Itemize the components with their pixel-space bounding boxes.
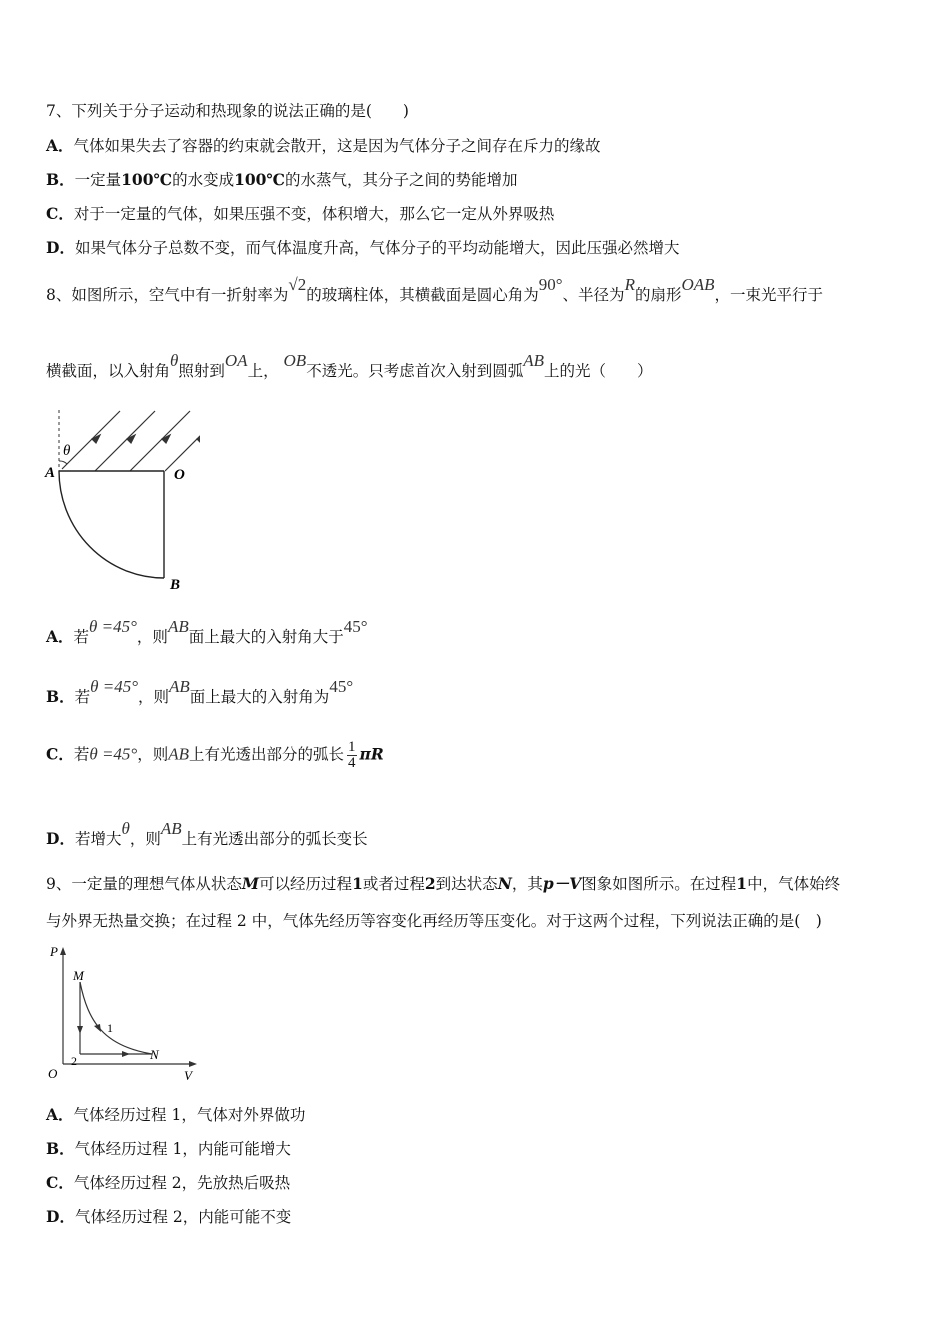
stem-text: ，一束光平行于 bbox=[714, 286, 824, 304]
option-label: A． bbox=[46, 1105, 74, 1124]
q8-option-d bbox=[46, 819, 368, 848]
option-label: C． bbox=[46, 1173, 74, 1192]
fraction-denominator: 4 bbox=[348, 755, 356, 771]
option-text: 若 bbox=[73, 745, 90, 764]
refractive-index: √2 bbox=[288, 275, 307, 294]
angle-value: 45° bbox=[329, 677, 354, 696]
option-label: B． bbox=[46, 1139, 75, 1158]
stem-text: 或者过程 bbox=[362, 875, 425, 893]
q7-option-a bbox=[46, 138, 601, 155]
option-label: D． bbox=[46, 1207, 75, 1226]
stem-text: 的扇形 bbox=[634, 286, 682, 304]
option-text: 气体经历过程 1，气体对外界做功 bbox=[73, 1106, 306, 1124]
q8-option-b bbox=[46, 677, 354, 706]
axis-p-arrow bbox=[60, 947, 66, 955]
q8-sector-figure bbox=[40, 405, 200, 595]
process-1-curve bbox=[80, 982, 152, 1054]
option-label: C． bbox=[46, 204, 74, 223]
arc-length-expression: πR bbox=[359, 744, 384, 764]
option-text: 面上最大的入射角大于 bbox=[188, 628, 344, 646]
process-1: 1 bbox=[352, 874, 363, 893]
option-text: ，则 bbox=[136, 628, 168, 646]
option-text: 上有光透出部分的弧长变长 bbox=[181, 830, 368, 848]
stem-text: 的玻璃柱体，其横截面是圆心角为 bbox=[306, 286, 539, 304]
stem-text: 9、一定量的理想气体从状态 bbox=[46, 875, 242, 893]
q9-stem-line2: 与外界无热量交换；在过程 2 中，气体先经历等容变化再经历等压变化。对于这两个过程，下列说法正确的是( ) bbox=[46, 912, 822, 930]
central-angle: 90° bbox=[538, 275, 563, 294]
stem-text: 到达状态 bbox=[435, 875, 498, 893]
option-text: 气体经历过程 2，内能可能不变 bbox=[74, 1208, 292, 1226]
option-label: A． bbox=[46, 627, 74, 646]
option-text: 若增大 bbox=[74, 830, 122, 848]
oa-symbol: OA bbox=[224, 351, 248, 370]
option-label: D． bbox=[46, 238, 75, 257]
q7-stem: 7、下列关于分子运动和热现象的说法正确的是( ) bbox=[46, 102, 409, 120]
theta-arc bbox=[59, 461, 67, 464]
stem-text: 上的光（ ） bbox=[543, 362, 653, 380]
option-text: 如果气体分子总数不变，而气体温度升高，气体分子的平均动能增大，因此压强必然增大 bbox=[74, 239, 680, 257]
option-text: 上有光透出部分的弧长 bbox=[189, 745, 345, 764]
option-text: 若 bbox=[73, 628, 90, 646]
option-label: A． bbox=[46, 136, 74, 155]
theta-symbol: θ bbox=[170, 351, 179, 370]
stem-text: ，其 bbox=[511, 875, 543, 893]
option-text: 气体经历过程 1，内能可能增大 bbox=[74, 1140, 291, 1158]
light-ray bbox=[62, 411, 120, 469]
process-1: 1 bbox=[736, 874, 748, 893]
stem-text: 图象如图所示。在过程 bbox=[581, 875, 737, 893]
ob-symbol: OB bbox=[283, 351, 307, 370]
pv-label: p－V bbox=[542, 874, 582, 893]
angle-value: 45° bbox=[343, 617, 368, 636]
label-axis-p: P bbox=[50, 944, 58, 959]
arc-symbol: AB bbox=[169, 677, 190, 696]
label-axis-v: V bbox=[184, 1068, 192, 1083]
process-2-right-arrow bbox=[122, 1051, 130, 1057]
option-text: 气体如果失去了容器的约束就会散开，这是因为气体分子之间存在斥力的缘故 bbox=[73, 137, 601, 155]
label-2: 2 bbox=[71, 1054, 77, 1068]
radius-symbol: R bbox=[624, 275, 635, 294]
ab-symbol: AB bbox=[523, 351, 544, 370]
option-label: D． bbox=[46, 829, 75, 848]
q9-pv-diagram bbox=[44, 942, 204, 1084]
q8-option-c bbox=[46, 740, 384, 771]
light-ray bbox=[130, 411, 190, 471]
label-b: B bbox=[170, 577, 181, 593]
condition: θ =45° bbox=[89, 744, 138, 764]
sector-arc-ab bbox=[59, 471, 164, 578]
option-label: B． bbox=[46, 170, 75, 189]
fraction-numerator: 1 bbox=[348, 739, 356, 755]
option-text: 面上最大的入射角为 bbox=[189, 688, 330, 706]
state-m: M bbox=[241, 874, 260, 893]
option-text: ，则 bbox=[129, 830, 161, 848]
stem-text: 横截面，以入射角 bbox=[46, 362, 171, 380]
q8-option-a bbox=[46, 617, 368, 646]
q8-stem-line1 bbox=[46, 275, 824, 304]
option-text: 若 bbox=[74, 688, 91, 706]
q9-option-d bbox=[46, 1209, 291, 1226]
sector-symbol: OAB bbox=[681, 275, 715, 294]
label-1: 1 bbox=[107, 1021, 113, 1035]
stem-text: 上， bbox=[247, 362, 279, 380]
option-text: 气体经历过程 2，先放热后吸热 bbox=[73, 1174, 291, 1192]
light-ray bbox=[95, 411, 155, 471]
option-text: 的水变成 bbox=[172, 171, 235, 189]
stem-text: 不透光。只考虑首次入射到圆弧 bbox=[306, 362, 524, 380]
condition: θ =45° bbox=[89, 617, 137, 636]
option-text: ，则 bbox=[138, 688, 170, 706]
option-text: 一定量 bbox=[74, 171, 122, 189]
condition: θ =45° bbox=[90, 677, 138, 696]
stem-text: 中，气体始终 bbox=[747, 875, 841, 893]
process-2: 2 bbox=[424, 874, 436, 893]
arc-symbol: AB bbox=[167, 617, 189, 636]
process-2-down-arrow bbox=[77, 1026, 83, 1034]
q9-stem-line1 bbox=[46, 876, 840, 893]
q7-option-c bbox=[46, 206, 554, 223]
state-n: N bbox=[497, 874, 512, 893]
fraction bbox=[347, 740, 357, 771]
label-n: N bbox=[150, 1047, 159, 1062]
option-text: 对于一定量的气体，如果压强不变，体积增大，那么它一定从外界吸热 bbox=[73, 205, 555, 223]
q9-option-b bbox=[46, 1141, 291, 1158]
label-a: A bbox=[45, 465, 56, 481]
q7-option-b bbox=[46, 172, 518, 189]
option-text: 的水蒸气，其分子之间的势能增加 bbox=[285, 171, 518, 189]
q9-option-a bbox=[46, 1107, 305, 1124]
arc-symbol: AB bbox=[168, 744, 190, 764]
temperature-value: 100℃ bbox=[121, 170, 173, 189]
axis-v-arrow bbox=[189, 1061, 197, 1067]
arc-symbol: AB bbox=[160, 819, 182, 838]
process-1-arrow bbox=[94, 1024, 101, 1032]
q7-option-d bbox=[46, 240, 679, 257]
q8-stem-line2 bbox=[46, 351, 653, 380]
label-theta: θ bbox=[63, 443, 71, 459]
stem-text: 照射到 bbox=[178, 362, 225, 380]
arrow-head bbox=[92, 435, 100, 443]
condition: θ bbox=[121, 819, 130, 838]
label-origin: O bbox=[48, 1066, 58, 1081]
arrow-head bbox=[162, 435, 170, 443]
q9-option-c bbox=[46, 1175, 290, 1192]
option-text: ，则 bbox=[137, 745, 169, 764]
label-m: M bbox=[73, 968, 84, 983]
arrow-head bbox=[127, 435, 135, 443]
temperature-value: 100℃ bbox=[234, 170, 286, 189]
stem-text: 、半径为 bbox=[562, 286, 625, 304]
stem-text: 8、如图所示，空气中有一折射率为 bbox=[46, 286, 289, 304]
option-label: B． bbox=[46, 687, 75, 706]
option-label: C． bbox=[46, 744, 74, 764]
stem-text: 可以经历过程 bbox=[259, 875, 353, 893]
label-o: O bbox=[174, 467, 185, 483]
light-ray bbox=[165, 411, 200, 471]
